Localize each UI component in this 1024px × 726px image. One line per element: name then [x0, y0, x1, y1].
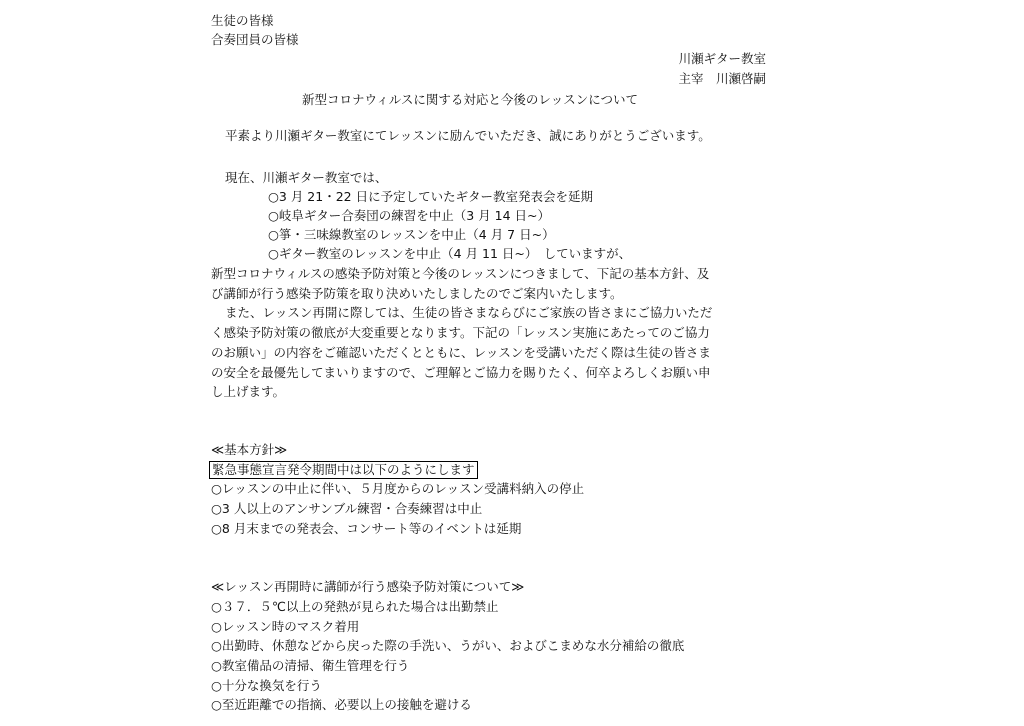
current-item: ○岐阜ギター合奏団の練習を中止（3 月 14 日~）	[268, 208, 551, 223]
current-item: ○箏・三味線教室のレッスンを中止（4 月 7 日~）	[268, 227, 555, 242]
para1-line: 新型コロナウィルスの感染予防対策と今後のレッスンにつきまして、下記の基本方針、及	[211, 266, 710, 281]
document-title: 新型コロナウィルスに関する対応と今後のレッスンについて	[302, 92, 639, 107]
measures-heading: ≪レッスン再開時に講師が行う感染予防対策について≫	[211, 579, 525, 594]
greeting-line: 平素より川瀬ギター教室にてレッスンに励んでいただき、誠にありがとうございます。	[225, 128, 711, 143]
measure-item: ○教室備品の清掃、衛生管理を行う	[211, 658, 410, 673]
policy-item: ○3 人以上のアンサンブル練習・合奏練習は中止	[211, 501, 483, 516]
director-name: 主宰 川瀬啓嗣	[678, 71, 766, 86]
measure-item: ○レッスン時のマスク着用	[211, 619, 360, 634]
current-item: ○3 月 21・22 日に予定していたギター教室発表会を延期	[268, 189, 593, 204]
para2-line: の安全を最優先してまいりますので、ご理解とご協力を賜りたく、何卒よろしくお願い申	[211, 365, 711, 380]
measure-item: ○出勤時、休憩などから戻った際の手洗い、うがい、およびこまめな水分補給の徹底	[211, 638, 685, 653]
para2-line: し上げます。	[211, 384, 286, 399]
measure-item: ○３７．５℃以上の発熱が見られた場合は出勤禁止	[211, 599, 499, 614]
para2-line: く感染予防対策の徹底が大変重要となります。下記の「レッスン実施にあたってのご協力	[211, 325, 710, 340]
policy-item: ○レッスンの中止に伴い、５月度からのレッスン受講料納入の停止	[211, 481, 585, 496]
policy-heading: ≪基本方針≫	[211, 442, 288, 457]
current-intro: 現在、川瀬ギター教室では、	[225, 170, 388, 185]
para2-line: また、レッスン再開に際しては、生徒の皆さまならびにご家族の皆さまにご協力いただ	[225, 305, 713, 320]
addressee-students: 生徒の皆様	[211, 13, 274, 28]
addressee-ensemble: 合奏団員の皆様	[211, 32, 299, 47]
measure-item: ○至近距離での指摘、必要以上の接触を避ける	[211, 697, 472, 712]
organization-name: 川瀬ギター教室	[678, 51, 766, 66]
measure-item: ○十分な換気を行う	[211, 678, 322, 693]
current-item: ○ギター教室のレッスンを中止（4 月 11 日~） していますが、	[268, 246, 632, 261]
policy-boxed-note: 緊急事態宣言発令期間中は以下のようにします	[209, 461, 478, 479]
para1-line: び講師が行う感染予防策を取り決めいたしましたのでご案内いたします。	[211, 286, 623, 301]
policy-item: ○8 月末までの発表会、コンサート等のイベントは延期	[211, 521, 522, 536]
para2-line: のお願い」の内容をご確認いただくとともに、レッスンを受講いただく際は生徒の皆さま	[211, 345, 711, 360]
